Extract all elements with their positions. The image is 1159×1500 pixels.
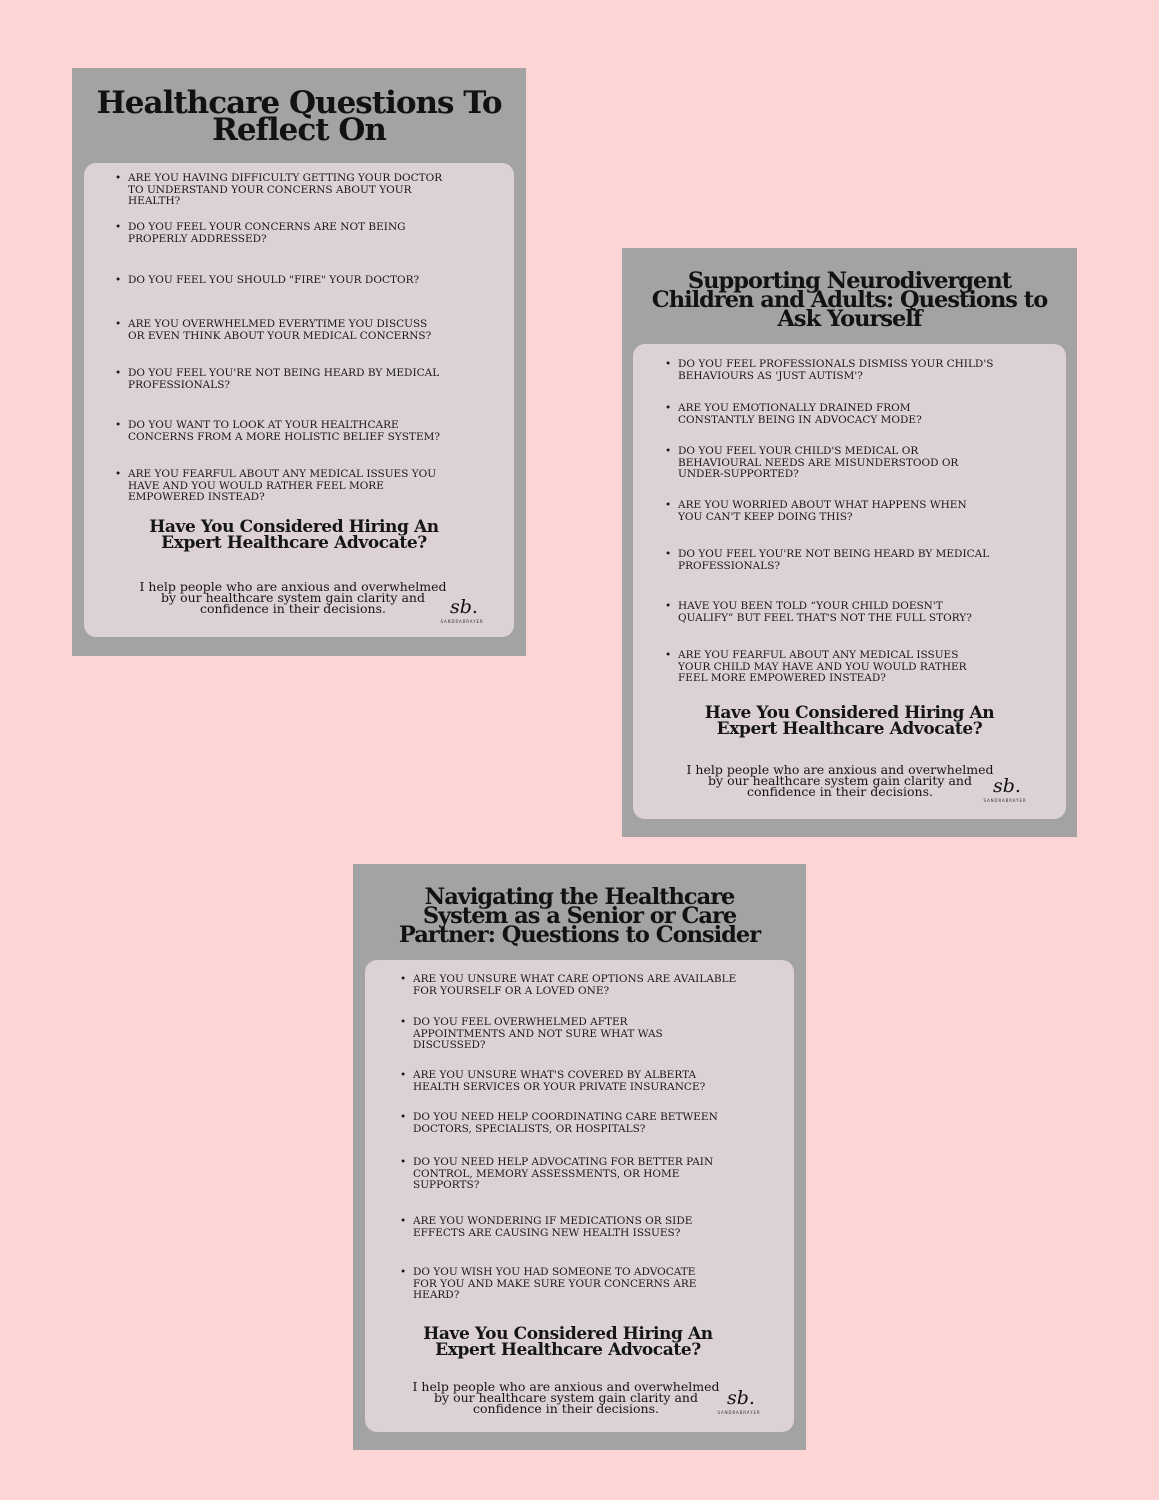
logo-text: SANDRABRAYER <box>983 798 1027 803</box>
card-content-panel <box>84 163 514 637</box>
list-item: • DO YOU FEEL YOU'RE NOT BEING HEARD BY MEDICAL PROFESSIONALS? <box>115 367 440 391</box>
bullet-icon: • <box>665 649 672 661</box>
card-title: Supporting Neurodivergent Children and Adults: Questions to Ask Yourself <box>651 268 1048 332</box>
list-item: • DO YOU FEEL PROFESSIONALS DISMISS YOUR CHILD'S BEHAVIOURS AS 'JUST AUTISM'? <box>665 358 994 382</box>
bullet-icon: • <box>665 600 672 612</box>
bullet-icon: • <box>115 419 122 431</box>
bullet-icon: • <box>400 1016 407 1028</box>
card-content-panel <box>633 344 1066 819</box>
bullet-icon: • <box>665 499 672 511</box>
list-item: • ARE YOU UNSURE WHAT'S COVERED BY ALBERTA HEALTH SERVICES OR YOUR PRIVATE INSURANCE? <box>400 1069 706 1093</box>
bullet-icon: • <box>400 1156 407 1168</box>
list-item: • DO YOU FEEL YOU'RE NOT BEING HEARD BY MEDICAL PROFESSIONALS? <box>665 548 990 572</box>
cta-heading: Have You Considered Hiring An Expert Healthcare Advocate? <box>149 517 439 553</box>
senior-care-questions-card <box>353 864 806 1450</box>
list-item: • DO YOU NEED HELP COORDINATING CARE BETWEEN DOCTORS, SPECIALISTS, OR HOSPITALS? <box>400 1111 718 1135</box>
bullet-icon: • <box>665 548 672 560</box>
logo-mark: sb. <box>727 1387 755 1409</box>
neurodivergent-questions-card <box>622 248 1077 837</box>
bullet-icon: • <box>400 1215 407 1227</box>
list-item: • ARE YOU EMOTIONALLY DRAINED FROM CONSTANTLY BEING IN ADVOCACY MODE? <box>665 402 922 426</box>
list-item: • DO YOU NEED HELP ADVOCATING FOR BETTER PAIN CONTROL, MEMORY ASSESSMENTS, OR HOME SUPPORTS? <box>400 1156 714 1192</box>
list-item: • DO YOU WANT TO LOOK AT YOUR HEALTHCARE CONCERNS FROM A MORE HOLISTIC BELIEF SYSTEM? <box>115 419 440 443</box>
logo-mark: sb. <box>450 596 478 618</box>
bullet-icon: • <box>115 172 122 184</box>
bullet-icon: • <box>400 973 407 985</box>
bullet-icon: • <box>665 445 672 457</box>
cta-heading: Have You Considered Hiring An Expert Healthcare Advocate? <box>704 703 995 739</box>
list-item: • ARE YOU WORRIED ABOUT WHAT HAPPENS WHEN YOU CAN'T KEEP DOING THIS? <box>665 499 967 523</box>
logo-mark: sb. <box>993 775 1021 797</box>
logo-text: SANDRABRAYER <box>440 619 484 624</box>
list-item: • DO YOU FEEL OVERWHELMED AFTER APPOINTMENTS AND NOT SURE WHAT WAS DISCUSSED? <box>400 1016 663 1052</box>
healthcare-questions-card <box>72 68 526 656</box>
sb-logo <box>709 1388 769 1418</box>
sb-logo <box>432 597 492 627</box>
card-title: Healthcare Questions To Reflect On <box>96 85 502 148</box>
bullet-icon: • <box>665 358 672 370</box>
bullet-icon: • <box>115 221 122 233</box>
card-content-panel <box>365 960 794 1432</box>
logo-text: SANDRABRAYER <box>717 1410 761 1415</box>
bullet-icon: • <box>115 274 122 286</box>
list-item: • ARE YOU WONDERING IF MEDICATIONS OR SIDE EFFECTS ARE CAUSING NEW HEALTH ISSUES? <box>400 1215 693 1239</box>
list-item: • DO YOU FEEL YOUR CHILD'S MEDICAL OR BEHAVIOURAL NEEDS ARE MISUNDERSTOOD OR UNDER-SUPPORTED? <box>665 445 959 481</box>
bullet-icon: • <box>115 367 122 379</box>
blurb-text: I help people who are anxious and overwhelmed by our healthcare system gain clarity and confidence in their decisions. <box>412 1379 720 1416</box>
list-item: • DO YOU FEEL YOU SHOULD "FIRE" YOUR DOCTOR? <box>115 274 420 286</box>
list-item: • ARE YOU UNSURE WHAT CARE OPTIONS ARE AVAILABLE FOR YOURSELF OR A LOVED ONE? <box>400 973 737 997</box>
list-item: • ARE YOU FEARFUL ABOUT ANY MEDICAL ISSUES YOU HAVE AND YOU WOULD RATHER FEEL MORE EMPOWERED INSTEAD? <box>115 468 437 504</box>
card-title: Navigating the Healthcare System as a Senior or Care Partner: Questions to Consider <box>398 884 761 948</box>
blurb-text: I help people who are anxious and overwhelmed by our healthcare system gain clarity and confidence in their decisions. <box>686 762 994 799</box>
cta-heading: Have You Considered Hiring An Expert Healthcare Advocate? <box>423 1324 713 1360</box>
bullet-icon: • <box>400 1111 407 1123</box>
list-item: • HAVE YOU BEEN TOLD “YOUR CHILD DOESN'T QUALIFY” BUT FEEL THAT'S NOT THE FULL STORY? <box>665 600 972 624</box>
bullet-icon: • <box>400 1069 407 1081</box>
bullet-icon: • <box>400 1266 407 1278</box>
list-item: • ARE YOU FEARFUL ABOUT ANY MEDICAL ISSUES YOUR CHILD MAY HAVE AND YOU WOULD RATHER FEEL MORE EMPOWERED INSTEAD? <box>665 649 967 685</box>
bullet-icon: • <box>665 402 672 414</box>
bullet-icon: • <box>115 318 122 330</box>
list-item: • DO YOU FEEL YOUR CONCERNS ARE NOT BEING PROPERLY ADDRESSED? <box>115 221 406 245</box>
bullet-icon: • <box>115 468 122 480</box>
blurb-text: I help people who are anxious and overwhelmed by our healthcare system gain clarity and confidence in their decisions. <box>139 579 447 616</box>
list-item: • DO YOU WISH YOU HAD SOMEONE TO ADVOCATE FOR YOU AND MAKE SURE YOUR CONCERNS ARE HEARD? <box>400 1266 697 1302</box>
list-item: • ARE YOU OVERWHELMED EVERYTIME YOU DISCUSS OR EVEN THINK ABOUT YOUR MEDICAL CONCERNS? <box>115 318 432 342</box>
sb-logo <box>975 776 1035 806</box>
list-item: • ARE YOU HAVING DIFFICULTY GETTING YOUR DOCTOR TO UNDERSTAND YOUR CONCERNS ABOUT YOUR HEALTH? <box>115 172 443 208</box>
